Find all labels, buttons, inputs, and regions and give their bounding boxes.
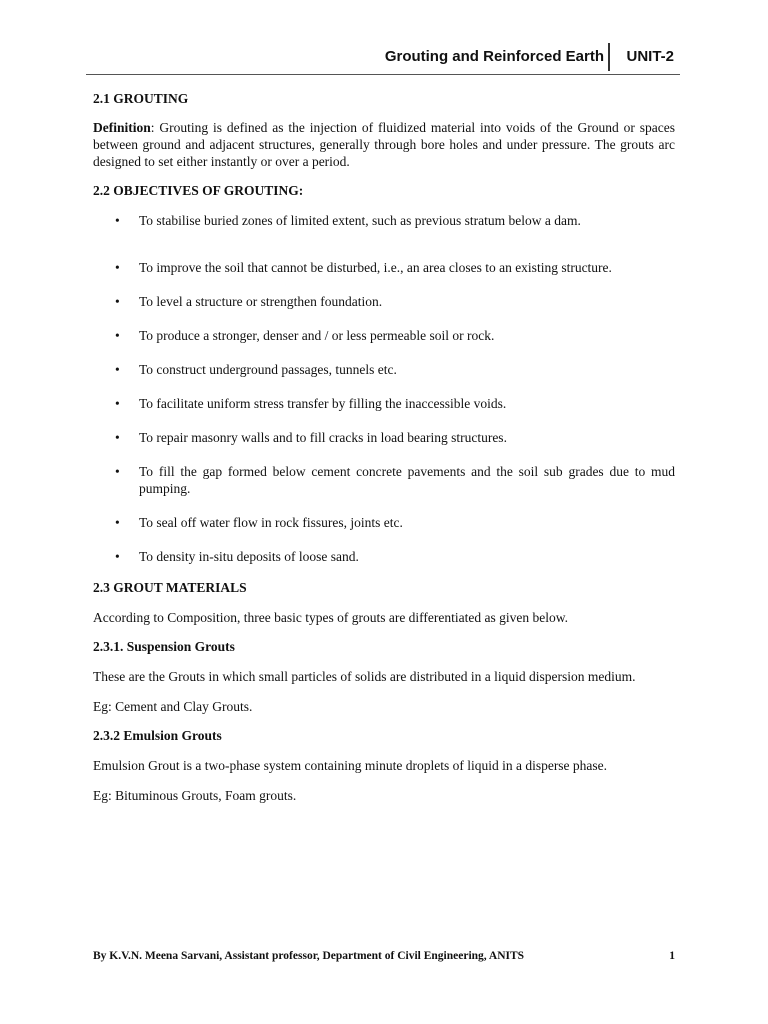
bullet-icon: • [115,294,120,309]
list-item: • To construct underground passages, tunnels etc. [115,362,397,377]
list-item: • To repair masonry walls and to fill cracks in load bearing structures. [115,430,507,445]
suspension-grouts-text: These are the Grouts in which small particles of solids are distributed in a liquid dispersion medium. [93,669,636,684]
list-item: • To level a structure or strengthen foundation. [115,294,383,309]
list-item: • To stabilise buried zones of limited extent, such as previous stratum below a dam. [115,213,581,228]
section-heading-2-1: 2.1 GROUTING [93,91,189,106]
header-unit: UNIT-2 [626,48,674,65]
bullet-icon: • [115,362,120,377]
subsection-heading-2-3-1: 2.3.1. Suspension Grouts [93,639,235,654]
list-item: • To density in-situ deposits of loose sand. [115,549,359,564]
definition-label: Definition [93,120,151,135]
emulsion-grouts-example: Eg: Bituminous Grouts, Foam grouts. [93,788,297,803]
suspension-grouts-example: Eg: Cement and Clay Grouts. [93,699,253,714]
bullet-icon: • [115,464,120,479]
section-heading-2-3: 2.3 GROUT MATERIALS [93,580,247,595]
objectives-list [93,212,675,565]
section-heading-2-2: 2.2 OBJECTIVES OF GROUTING: [93,183,304,198]
bullet-icon: • [115,396,120,411]
list-item: • To seal off water flow in rock fissures, joints etc. [115,515,403,530]
bullet-icon: • [115,328,120,343]
header-title: Grouting and Reinforced Earth [384,48,604,65]
page-number: 1 [669,950,675,962]
bullet-icon: • [115,260,120,275]
definition-paragraph [93,119,675,170]
document-body [93,91,675,804]
bullet-icon: • [115,430,120,445]
subsection-heading-2-3-2: 2.3.2 Emulsion Grouts [93,728,222,743]
header-separator [608,43,610,71]
page-header [86,40,680,75]
page-footer [93,950,675,962]
list-item: • To facilitate uniform stress transfer by filling the inaccessible voids. [115,396,507,411]
emulsion-grouts-text: Emulsion Grout is a two-phase system containing minute droplets of liquid in a disperse phase. [93,758,608,773]
list-item: • To produce a stronger, denser and / or less permeable soil or rock. [115,328,495,343]
bullet-icon: • [115,515,120,530]
bullet-icon: • [115,549,120,564]
definition-text: : Grouting is defined as the injection of fluidized material into voids of the Ground or spaces between ground and adjacent structures, generally through bore holes and under pressure. The grouts arc designed to set either instantly or over a period. [93,120,675,169]
bullet-icon: • [115,213,120,228]
list-item: • To fill the gap formed below cement concrete pavements and the soil sub grades due to mud pumping. [115,464,675,496]
list-item: • To improve the soil that cannot be disturbed, i.e., an area closes to an existing structure. [115,260,612,275]
footer-author: By K.V.N. Meena Sarvani, Assistant professor, Department of Civil Engineering, ANITS [93,950,525,962]
grout-materials-intro: According to Composition, three basic types of grouts are differentiated as given below. [93,610,568,625]
